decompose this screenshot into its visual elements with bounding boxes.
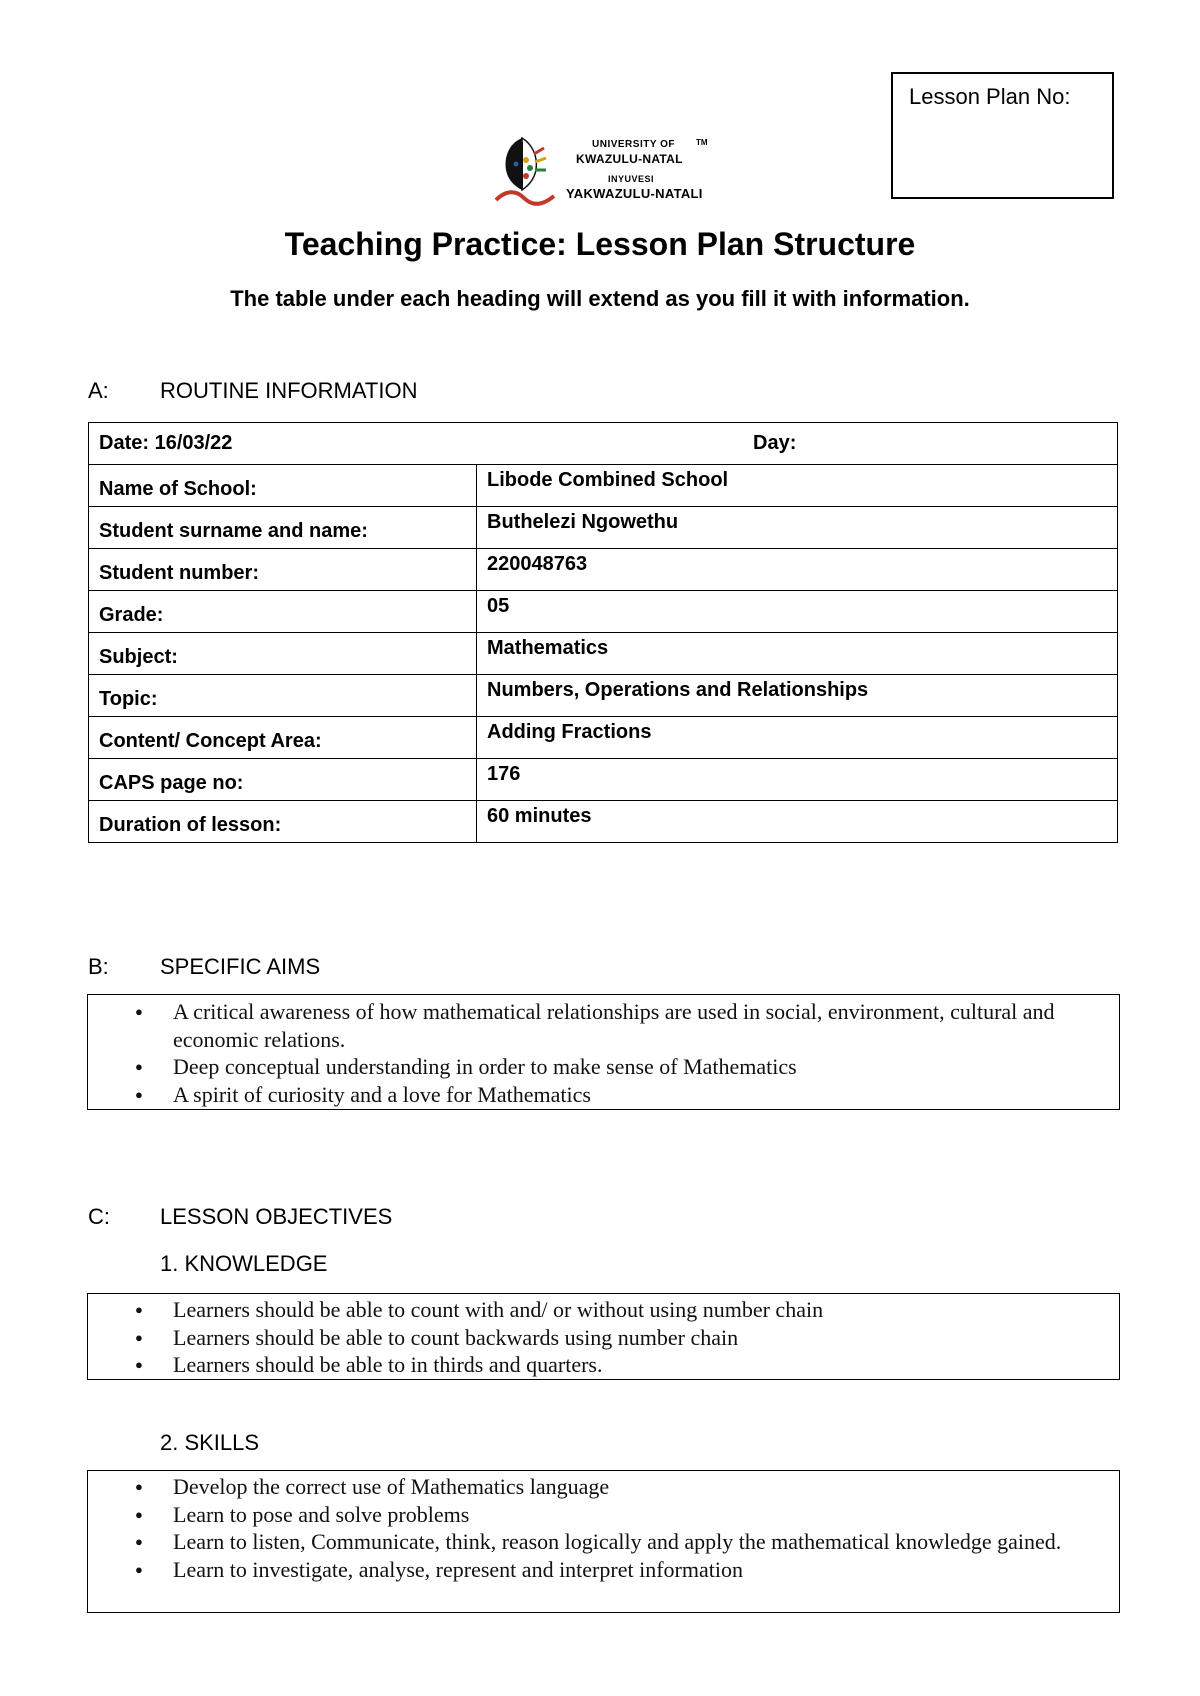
section-a-title: ROUTINE INFORMATION [160, 378, 418, 403]
table-row [89, 759, 1118, 801]
date-day-cell [89, 423, 1118, 465]
university-logo [494, 136, 714, 208]
row-label: Duration of lesson: [89, 801, 477, 843]
list-item: ● A critical awareness of how mathematical relationships are used in social, environment, cultural and economic relations. [88, 998, 1119, 1053]
table-row [89, 549, 1118, 591]
university-crest-icon [494, 136, 574, 208]
table-row [89, 465, 1118, 507]
row-label: Student number: [89, 549, 477, 591]
table-row-date [89, 423, 1118, 465]
list-item: ● Learners should be able to in thirds and quarters. [88, 1351, 1119, 1379]
page-title: Teaching Practice: Lesson Plan Structure [284, 226, 916, 262]
row-label: Name of School: [89, 465, 477, 507]
list-item: ● Learn to pose and solve problems [88, 1501, 1119, 1529]
row-value: Adding Fractions [477, 717, 1118, 759]
lesson-plan-number-box [891, 72, 1114, 199]
list-item: ● Learners should be able to count backwards using number chain [88, 1324, 1119, 1352]
lesson-plan-number-label: Lesson Plan No: [909, 84, 1071, 109]
table-row [89, 675, 1118, 717]
row-label: Student surname and name: [89, 507, 477, 549]
page-subtitle: The table under each heading will extend as you fill it with information. [230, 286, 970, 311]
list-item: ● A spirit of curiosity and a love for Mathematics [88, 1081, 1119, 1109]
row-value: 05 [477, 591, 1118, 633]
logo-line-yakwazulu-natali: YAKWAZULU-NATALI [566, 186, 703, 201]
list-item: ● Learn to investigate, analyse, represent and interpret information [88, 1556, 1119, 1584]
row-value: Libode Combined School [477, 465, 1118, 507]
skills-heading: 2. SKILLS [160, 1430, 260, 1455]
row-value: Buthelezi Ngowethu [477, 507, 1118, 549]
skills-list [88, 1473, 1119, 1583]
list-item: ● Learners should be able to count with and/ or without using number chain [88, 1296, 1119, 1324]
section-c-letter: C: [88, 1204, 110, 1229]
routine-information-table [88, 422, 1118, 843]
logo-line-kwazulu-natal: KWAZULU-NATAL [576, 152, 683, 166]
date-label: Date: 16/03/22 [99, 432, 233, 454]
knowledge-box [87, 1293, 1120, 1380]
list-item: ● Deep conceptual understanding in order to make sense of Mathematics [88, 1053, 1119, 1081]
row-label: CAPS page no: [89, 759, 477, 801]
section-b-letter: B: [88, 954, 109, 979]
row-value: 176 [477, 759, 1118, 801]
row-label: Subject: [89, 633, 477, 675]
skills-box [87, 1470, 1120, 1613]
knowledge-heading: 1. KNOWLEDGE [160, 1251, 328, 1276]
section-b-title: SPECIFIC AIMS [160, 954, 321, 979]
row-label: Content/ Concept Area: [89, 717, 477, 759]
table-row [89, 717, 1118, 759]
table-row [89, 591, 1118, 633]
list-item: ● Learn to listen, Communicate, think, reason logically and apply the mathematical knowledge gained. [88, 1528, 1119, 1556]
list-item: ● Develop the correct use of Mathematics language [88, 1473, 1119, 1501]
row-value: Numbers, Operations and Relationships [477, 675, 1118, 717]
table-row [89, 801, 1118, 843]
day-label: Day: [753, 432, 797, 454]
table-row [89, 507, 1118, 549]
specific-aims-list [88, 998, 1119, 1108]
section-a-letter: A: [88, 378, 109, 403]
section-c-title: LESSON OBJECTIVES [160, 1204, 393, 1229]
specific-aims-box [87, 994, 1120, 1110]
row-value: 220048763 [477, 549, 1118, 591]
row-label: Grade: [89, 591, 477, 633]
logo-line-inyuvesi: INYUVESI [608, 174, 655, 184]
row-value: Mathematics [477, 633, 1118, 675]
row-value: 60 minutes [477, 801, 1118, 843]
logo-trademark: TM [696, 138, 708, 147]
table-row [89, 633, 1118, 675]
logo-line-university-of: UNIVERSITY OF [592, 139, 675, 150]
row-label: Topic: [89, 675, 477, 717]
knowledge-list [88, 1296, 1119, 1379]
